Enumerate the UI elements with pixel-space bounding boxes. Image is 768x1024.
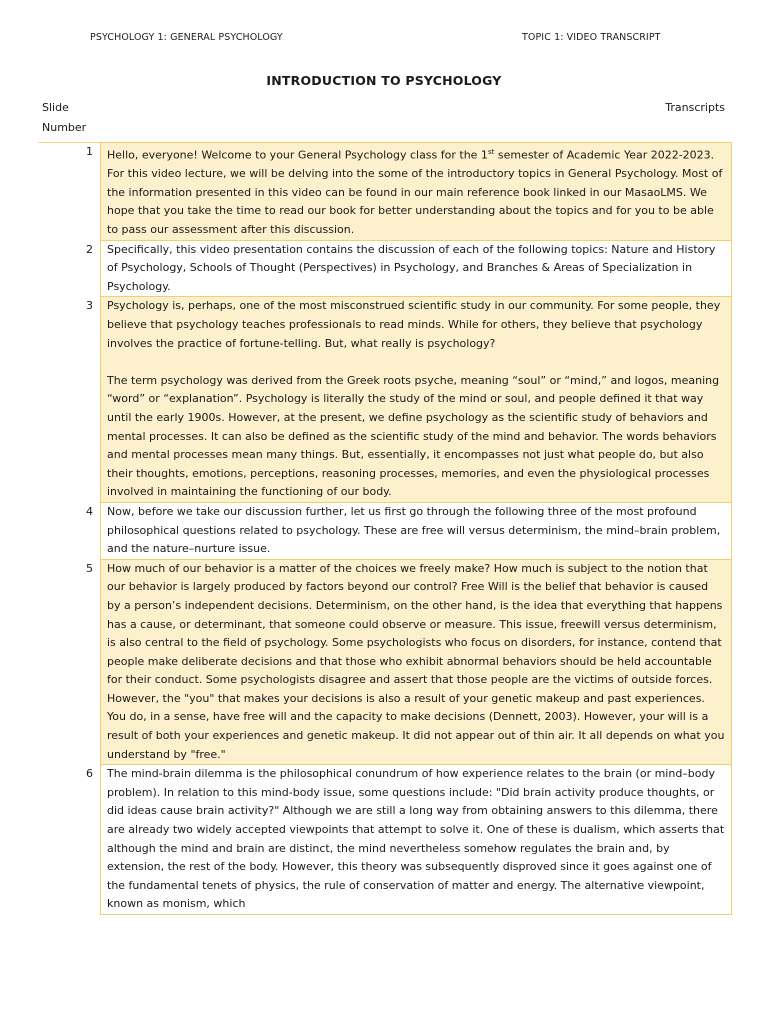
transcript-cell xyxy=(100,241,732,298)
transcript-paragraph: The term psychology was derived from the Greek roots psyche, meaning “soul” or “mind,” and logos, meaning “word” or “explanation”. Psychology is literally the study of the mind or soul, and people defined it that way until the early 1900s. However, at the present, we define psychology as the scientific study of behaviors and mental processes. It can also be defined as the scientific study of the mind and behavior. The words behaviors and mental processes mean many things. But, essentially, it encompasses not just what people do, but also their thoughts, emotions, perceptions, reasoning processes, memories, and even the physiological processes involved in maintaining the functioning of our body. xyxy=(107,373,720,499)
running-header-topic: TOPIC 1: VIDEO TRANSCRIPT xyxy=(522,32,661,43)
transcript-paragraph: Now, before we take our discussion further, let us first go through the following three of the most profound philosophical questions related to psychology. These are free will versus determinism, the mind–brain problem, and the nature–nurture issue. xyxy=(107,504,721,556)
slide-header-line1: Slide xyxy=(42,101,69,114)
slide-number: 2 xyxy=(86,242,93,256)
transcript-paragraph: Hello, everyone! Welcome to your General Psychology class for the 1st semester of Academic Year 2022-2023. For this video lecture, we will be delving into the some of the introductory topics in General Psychology. Most of the information presented in this video can be found in our main reference book linked in our MasaoLMS. We hope that you take the time to read our book for better understanding about the topics and for you to be able to pass our assessment after this discussion. xyxy=(107,148,723,237)
slide-number: 5 xyxy=(86,561,93,575)
transcript-cell xyxy=(100,503,732,560)
transcript-cell xyxy=(100,297,732,503)
table-row xyxy=(0,503,768,560)
slide-header-line2: Number xyxy=(42,121,87,134)
slide-number: 1 xyxy=(38,142,100,241)
transcript-paragraph: Psychology is, perhaps, one of the most misconstrued scientific study in our community. For some people, they believe that psychology teaches professionals to read minds. While for others, they believe that psychology involves the practice of fortune-telling. But, what really is psychology? xyxy=(107,299,721,350)
table-row xyxy=(0,765,768,915)
table-row xyxy=(0,142,768,241)
document-title: INTRODUCTION TO PSYCHOLOGY xyxy=(266,73,502,88)
slide-number: 3 xyxy=(86,299,93,313)
slide-number: 6 xyxy=(86,767,93,781)
table-row xyxy=(0,241,768,298)
transcript-paragraph: How much of our behavior is a matter of the choices we freely make? How much is subject to the notion that our behavior is largely produced by factors beyond our control? Free Will is the belief that behavior is caused by a person’s independent decisions. Determinism, on the other hand, is the idea that everything that happens has a cause, or determinant, that someone could observe or measure. This issue, freewill versus determinism, is also central to the field of psychology. Some psychologists who focus on disorders, for instance, contend that people make deliberate decisions and that those who exhibit abnormal behaviors should be held accountable for their conduct. Some psychologists disagree and assert that those people are the victims of outside forces. However, the "you" that makes your decisions is also a result of your genetic makeup and past experiences. You do, in a sense, have free will and the capacity to make decisions (Dennett, 2003). However, your will is a result of both your experiences and genetic makeup. It did not appear out of thin air. It all depends on what you understand by "free." xyxy=(107,561,725,761)
transcript-cell xyxy=(100,142,732,241)
running-header-course: PSYCHOLOGY 1: GENERAL PSYCHOLOGY xyxy=(90,32,283,43)
table-row xyxy=(0,560,768,766)
transcript-paragraph: Specifically, this video presentation contains the discussion of each of the following topics: Nature and History of Psychology, Schools of Thought (Perspectives) in Psychology, and Branches & Areas of Specialization in Psychology. xyxy=(107,242,716,293)
slide-number-column-header xyxy=(42,98,86,138)
transcript-cell xyxy=(100,765,732,915)
transcript-cell xyxy=(100,560,732,766)
transcript-paragraph: The mind-brain dilemma is the philosophical conundrum of how experience relates to the brain (or mind–body problem). In relation to this mind-body issue, some questions include: "Did brain activity produce thoughts, or did ideas cause brain activity?" Although we are still a long way from obtaining answers to this dilemma, there are already two widely accepted viewpoints that attempt to solve it. One of these is dualism, which asserts that although the mind and brain are distinct, the mind nevertheless somehow regulates the brain and, by extension, the rest of the body. However, this theory was subsequently disproved since it goes against one of the fundamental tenets of physics, the rule of conservation of matter and energy. The alternative viewpoint, known as monism, which xyxy=(107,767,725,911)
slide-number: 4 xyxy=(86,504,93,518)
table-row xyxy=(0,297,768,503)
transcript-table xyxy=(0,142,768,915)
transcripts-column-header: Transcripts xyxy=(665,101,725,114)
